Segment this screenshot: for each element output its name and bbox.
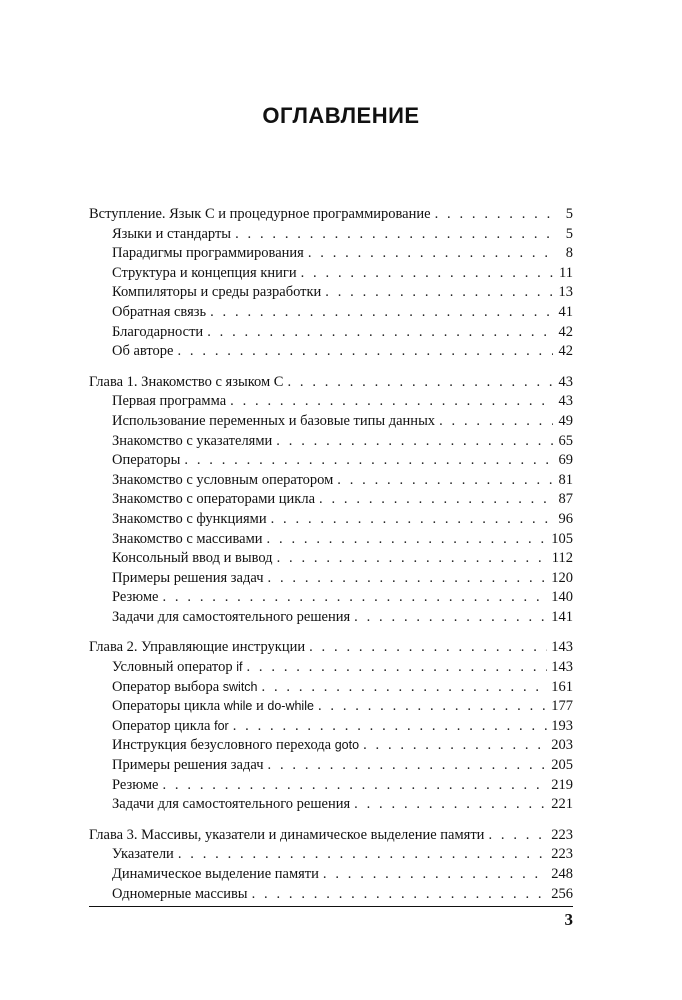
toc-page-number: 65 <box>558 432 573 449</box>
dot-leader <box>277 550 548 567</box>
toc-entry-label: Резюме <box>112 589 159 606</box>
toc-entry-label: Глава 2. Управляющие инструкции <box>89 639 306 656</box>
dot-leader <box>363 737 547 754</box>
code-keyword: do-while <box>267 699 314 714</box>
dot-leader <box>235 226 553 243</box>
toc-page-number: 5 <box>565 206 573 222</box>
code-keyword: while <box>223 699 253 714</box>
toc-subentry[interactable] <box>89 886 573 906</box>
toc-page-number: 141 <box>551 608 573 625</box>
dot-leader <box>268 757 548 774</box>
toc-entry-label: Примеры решения задач <box>112 569 264 586</box>
toc-entry-label: Языки и стандарты <box>112 225 232 242</box>
toc-entry-label <box>112 718 229 735</box>
dot-leader <box>354 796 547 813</box>
dot-leader <box>319 491 553 508</box>
toc-subentry[interactable] <box>89 265 573 285</box>
dot-leader <box>177 343 553 360</box>
toc-subentry[interactable] <box>89 531 573 551</box>
toc-entry-label: Обратная связь <box>112 303 207 320</box>
dot-leader <box>162 589 547 606</box>
dot-leader <box>325 284 553 301</box>
toc-subentry[interactable] <box>89 324 573 344</box>
toc-subentry[interactable] <box>89 866 573 886</box>
toc-subentry[interactable] <box>89 433 573 453</box>
toc-page-number: 223 <box>551 826 573 843</box>
toc-subentry[interactable] <box>89 659 573 679</box>
toc-page-number: 219 <box>551 776 573 793</box>
dot-leader <box>268 570 548 587</box>
dot-leader <box>318 698 547 715</box>
code-keyword: for <box>214 718 229 733</box>
toc-page-number: 203 <box>551 737 573 754</box>
toc-entry-text: и <box>252 698 268 715</box>
dot-leader <box>309 639 547 656</box>
toc-page-number: 140 <box>551 589 573 606</box>
toc-page-number: 87 <box>558 491 573 508</box>
toc-page-number: 8 <box>565 245 573 262</box>
code-keyword: goto <box>334 738 360 753</box>
toc-entry-text: Оператор цикла <box>112 717 215 734</box>
dot-leader <box>323 866 547 883</box>
toc-subentry[interactable] <box>89 413 573 433</box>
toc-entry-label: Задачи для самостоятельного решения <box>112 608 351 625</box>
toc-subentry[interactable] <box>89 698 573 718</box>
dot-leader <box>271 511 553 528</box>
toc-subentry[interactable] <box>89 609 573 629</box>
toc-subentry[interactable] <box>89 777 573 797</box>
toc-page-number: 69 <box>558 452 573 469</box>
toc-entry-text: Оператор выбора <box>112 678 223 695</box>
dot-leader <box>252 886 548 903</box>
toc-page-number: 49 <box>558 412 573 429</box>
toc-entry-label: Структура и концепция книги <box>112 264 297 281</box>
toc-page-number: 11 <box>559 264 573 281</box>
toc-subentry[interactable] <box>89 737 573 757</box>
toc-entry-label: Знакомство с условным оператором <box>112 471 334 488</box>
toc-subentry[interactable] <box>89 757 573 777</box>
toc-page-number: 105 <box>551 530 573 547</box>
toc-page-number: 143 <box>551 659 573 676</box>
toc-subentry[interactable] <box>89 393 573 413</box>
toc-page-number: 5 <box>565 225 573 242</box>
code-keyword: switch <box>222 679 258 694</box>
dot-leader <box>488 827 547 844</box>
toc-entry-text: Инструкция безусловного перехода <box>112 737 335 754</box>
toc-subentry[interactable] <box>89 245 573 265</box>
dot-leader <box>162 777 547 794</box>
toc-entry[interactable] <box>89 374 573 394</box>
toc-page-number: 42 <box>558 343 573 360</box>
toc-entry-label: Первая программа <box>112 393 227 410</box>
toc-page-number: 177 <box>551 698 573 715</box>
toc-entry-label: Задачи для самостоятельного решения <box>112 796 351 813</box>
toc-entry-label: Указатели <box>112 846 174 863</box>
toc-subentry[interactable] <box>89 796 573 816</box>
toc-entry-label: Глава 1. Знакомство с языком С <box>89 373 284 390</box>
toc-page-number: 221 <box>551 796 573 813</box>
toc-entry-label <box>112 698 314 715</box>
toc-page-number: 120 <box>551 569 573 586</box>
dot-leader <box>210 304 553 321</box>
toc-subentry[interactable] <box>89 718 573 738</box>
toc-entry-label: Знакомство с массивами <box>112 530 263 547</box>
toc-page-number: 205 <box>551 757 573 774</box>
toc-page-number: 223 <box>551 846 573 863</box>
toc-page-number: 193 <box>551 717 573 734</box>
toc-entry-text: Операторы цикла <box>112 698 224 715</box>
dot-leader <box>178 846 547 863</box>
toc-subentry[interactable] <box>89 570 573 590</box>
dot-leader <box>354 609 547 626</box>
toc-subentry[interactable] <box>89 679 573 699</box>
toc-section-chapter-2 <box>89 639 573 815</box>
dot-leader <box>435 206 553 223</box>
toc-entry-label: Резюме <box>112 776 159 793</box>
toc-entry-label: Знакомство с функциями <box>112 510 267 527</box>
toc-entry-label <box>112 737 359 754</box>
dot-leader <box>301 265 553 282</box>
page-title: ОГЛАВЛЕНИЕ <box>262 103 420 128</box>
dot-leader <box>246 659 547 676</box>
toc-entry[interactable] <box>89 827 573 847</box>
dot-leader <box>337 472 553 489</box>
toc-page-number: 112 <box>551 550 573 567</box>
toc-section-chapter-3 <box>89 827 573 905</box>
toc-page-number: 13 <box>558 284 573 301</box>
toc-page-number: 143 <box>551 639 573 656</box>
toc-page-number: 248 <box>551 866 573 882</box>
toc-subentry[interactable] <box>89 284 573 304</box>
toc-entry-label <box>112 679 258 696</box>
toc-entry-label: Компиляторы и среды разработки <box>112 284 322 301</box>
toc-entry-label: Знакомство с операторами цикла <box>112 491 316 508</box>
toc-entry-label: Использование переменных и базовые типы данных <box>112 412 436 429</box>
toc-entry-label: Благодарности <box>112 323 204 340</box>
toc-section-chapter-1 <box>89 374 573 629</box>
toc-subentry[interactable] <box>89 452 573 472</box>
toc-subentry[interactable] <box>89 472 573 492</box>
toc-entry-label: Консольный ввод и вывод <box>112 550 273 567</box>
toc-subentry[interactable] <box>89 343 573 363</box>
dot-leader <box>267 531 548 548</box>
dot-leader <box>439 413 553 430</box>
dot-leader <box>308 245 553 262</box>
toc-entry-label: Примеры решения задач <box>112 757 264 774</box>
toc-page-number: 43 <box>558 373 573 390</box>
toc-entry-label: Глава 3. Массивы, указатели и динамическое выделение памяти <box>89 826 485 843</box>
toc-entry-label: Знакомство с указателями <box>112 432 273 449</box>
footer-rule <box>89 906 573 907</box>
toc-entry-text: Условный оператор <box>112 659 237 676</box>
toc-entry-label: Вступление. Язык С и процедурное программирование <box>89 206 431 222</box>
toc-entry[interactable] <box>89 639 573 659</box>
toc-subentry[interactable] <box>89 846 573 866</box>
toc-subentry[interactable] <box>89 491 573 511</box>
toc-subentry[interactable] <box>89 589 573 609</box>
toc-page-number: 43 <box>558 393 573 410</box>
dot-leader <box>233 718 548 735</box>
dot-leader <box>230 393 553 410</box>
toc-subentry[interactable] <box>89 226 573 246</box>
dot-leader <box>184 452 553 469</box>
toc-subentry[interactable] <box>89 550 573 570</box>
code-keyword: if <box>236 660 243 675</box>
toc-page-number: 81 <box>558 471 573 488</box>
toc-page-number: 41 <box>558 303 573 320</box>
toc-page-number: 42 <box>558 323 573 340</box>
table-of-contents <box>89 206 573 916</box>
dot-leader <box>262 679 548 696</box>
page-number: 3 <box>564 910 573 929</box>
toc-page-number: 256 <box>551 885 573 902</box>
toc-subentry[interactable] <box>89 511 573 531</box>
toc-entry-label: Об авторе <box>112 343 174 360</box>
toc-subentry[interactable] <box>89 304 573 324</box>
dot-leader <box>207 324 553 341</box>
toc-page-number: 161 <box>551 678 573 695</box>
toc-entry-label: Динамическое выделение памяти <box>112 866 319 882</box>
toc-entry[interactable] <box>89 206 573 226</box>
toc-entry-label: Операторы <box>112 452 181 469</box>
toc-section-intro <box>89 206 573 363</box>
toc-page-number: 96 <box>558 510 573 527</box>
toc-entry-label <box>112 659 242 676</box>
dot-leader <box>276 433 553 450</box>
toc-entry-label: Парадигмы программирования <box>112 245 304 262</box>
toc-entry-label: Одномерные массивы <box>112 885 248 902</box>
dot-leader <box>287 374 553 391</box>
